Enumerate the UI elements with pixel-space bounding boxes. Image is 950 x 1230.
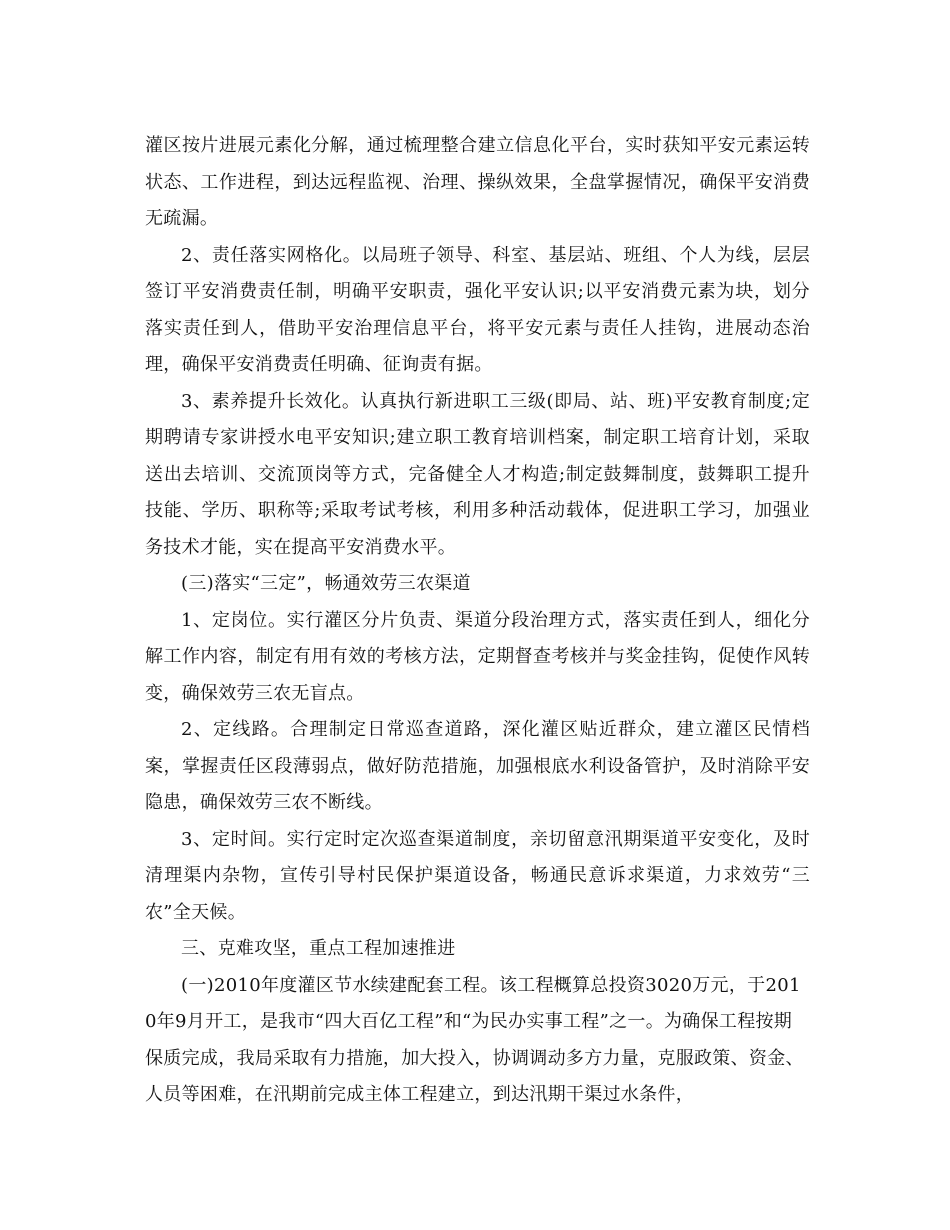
paragraph-irrigation-project: (一)2010年度灌区节水续建配套工程。该工程概算总投资3020万元，于2010年9月开工，是我市“四大百亿工程”和“为民办实事工程”之一。为确保工程按期保质完成，我局采取有力措施，加大投入，协调调动多方力量，克服政策、资金、人员等困难，在汛期前完成主体工程建立，到达汛期干渠过水条件，	[145, 974, 804, 1105]
paragraph-quality-improvement: 3、素养提升长效化。认真执行新进职工三级(即局、站、班)平安教育制度;定期聘请专家讲授水电平安知识;建立职工教育培训档案，制定职工培育计划，采取送出去培训、交流顶岗等方式，完备健全人才构造;制定鼓舞制度，鼓舞职工提升技能、学历、职称等;采取考试考核，利用多种活动载体，促进职工学习，加强业务技术才能，实在提高平安消费水平。	[145, 390, 810, 558]
paragraph-responsibility-grid: 2、责任落实网格化。以局班子领导、科室、基层站、班组、个人为线，层层签订平安消费责任制，明确平安职责，强化平安认识;以平安消费元素为块，划分落实责任到人，借助平安治理信息平台，将平安元素与责任人挂钩，进展动态治理，确保平安消费责任明确、征询责有据。	[145, 244, 810, 375]
section-heading-three-fixes: (三)落实“三定”，畅通效劳三农渠道	[181, 573, 471, 594]
document-body	[145, 128, 810, 1114]
section-heading-key-projects: 三、克难攻坚，重点工程加速推进	[181, 938, 456, 959]
paragraph-fixed-routes: 2、定线路。合理制定日常巡查道路，深化灌区贴近群众，建立灌区民情档案，掌握责任区段薄弱点，做好防范措施，加强根底水利设备管护，及时消除平安隐患，确保效劳三农不断线。	[145, 719, 810, 813]
paragraph-fixed-posts: 1、定岗位。实行灌区分片负责、渠道分段治理方式，落实责任到人，细化分解工作内容，制定有用有效的考核方法，定期督查考核并与奖金挂钩，促使作风转变，确保效劳三农无盲点。	[145, 609, 810, 704]
paragraph-continuation: 灌区按片进展元素化分解，通过梳理整合建立信息化平台，实时获知平安元素运转状态、工作进程，到达远程监视、治理、操纵效果，全盘掌握情况，确保平安消费无疏漏。	[145, 135, 810, 229]
paragraph-fixed-time: 3、定时间。实行定时定次巡查渠道制度，亲切留意汛期渠道平安变化，及时清理渠内杂物，宣传引导村民保护渠道设备，畅通民意诉求渠道，力求效劳“三农”全天候。	[145, 828, 810, 923]
